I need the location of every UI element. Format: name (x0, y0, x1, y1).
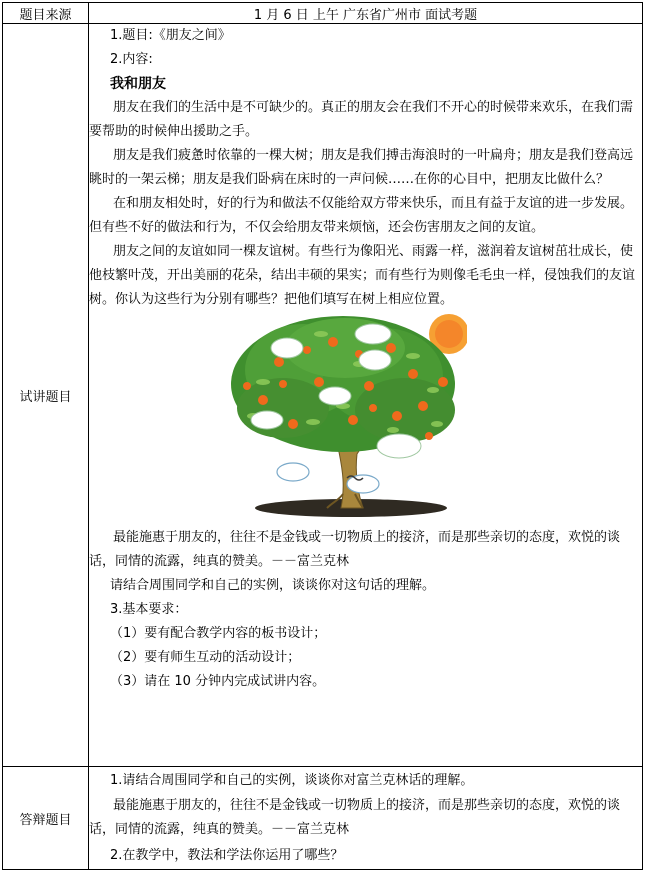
source-label: 题目来源 (3, 3, 89, 24)
defense-question-2: 2.在教学中，教法和学法你运用了哪些？ (110, 848, 344, 863)
trial-row (3, 24, 643, 767)
header-row (3, 3, 643, 24)
content-heading: 我和朋友 (110, 76, 166, 92)
trial-content (89, 24, 643, 767)
item-requirements: 3.基本要求： (110, 602, 188, 617)
friendship-tree-illustration (223, 312, 467, 522)
requirement-2: （2）要有师生互动的活动设计； (110, 650, 301, 665)
friendship-tree-figure (89, 312, 642, 526)
paragraph-1: 朋友在我们的生活中是不可缺少的。真正的朋友会在我们不开心的时候带来欢乐，在我们需要帮助的时候伸出援助之手。 (89, 100, 634, 139)
paragraph-4: 朋友之间的友谊如同一棵友谊树。有些行为像阳光、雨露一样，滋润着友谊树茁壮成长，使他枝繁叶茂，开出美丽的花朵，结出丰硕的果实；而有些行为则像毛毛虫一样，侵蚀我们的友谊树。你认为这些行为分别有哪些？把他们填写在树上相应位置。 (89, 244, 636, 307)
defense-content (89, 767, 643, 870)
prompt-line: 请结合周围同学和自己的实例，谈谈你对这句话的理解。 (110, 578, 436, 593)
defense-question-1: 1.请结合周围同学和自己的实例，谈谈你对富兰克林话的理解。 (110, 773, 474, 788)
quote-paragraph: 最能施惠于朋友的，往往不是金钱或一切物质上的接济，而是那些亲切的态度，欢悦的谈话，同情的流露，纯真的赞美。－－富兰克林 (89, 530, 621, 569)
exam-table (2, 2, 643, 870)
item-topic: 1.题目:《朋友之间》 (110, 28, 231, 43)
item-content: 2.内容: (110, 52, 153, 67)
paragraph-2: 朋友是我们疲惫时依靠的一棵大树；朋友是我们搏击海浪时的一叶扁舟；朋友是我们登高远眺时的一架云梯；朋友是我们卧病在床时的一声问候……在你的心目中，把朋友比做什么？ (89, 148, 634, 187)
defense-row (3, 767, 643, 870)
tree-canopy (231, 316, 455, 452)
defense-label: 答辩题目 (3, 767, 89, 870)
requirement-3: （3）请在 10 分钟内完成试讲内容。 (110, 674, 326, 689)
source-value: 1 月 6 日 上午 广东省广州市 面试考题 (89, 3, 643, 24)
trial-label: 试讲题目 (3, 24, 89, 767)
requirement-1: （1）要有配合教学内容的板书设计； (110, 626, 327, 641)
paragraph-3: 在和朋友相处时，好的行为和做法不仅能给双方带来快乐，而且有益于友谊的进一步发展。但有些不好的做法和行为，不仅会给朋友带来烦恼，还会伤害朋友之间的友谊。 (89, 196, 634, 235)
defense-quote: 最能施惠于朋友的，往往不是金钱或一切物质上的接济，而是那些亲切的态度，欢悦的谈话，同情的流露，纯真的赞美。－－富兰克林 (89, 798, 621, 837)
